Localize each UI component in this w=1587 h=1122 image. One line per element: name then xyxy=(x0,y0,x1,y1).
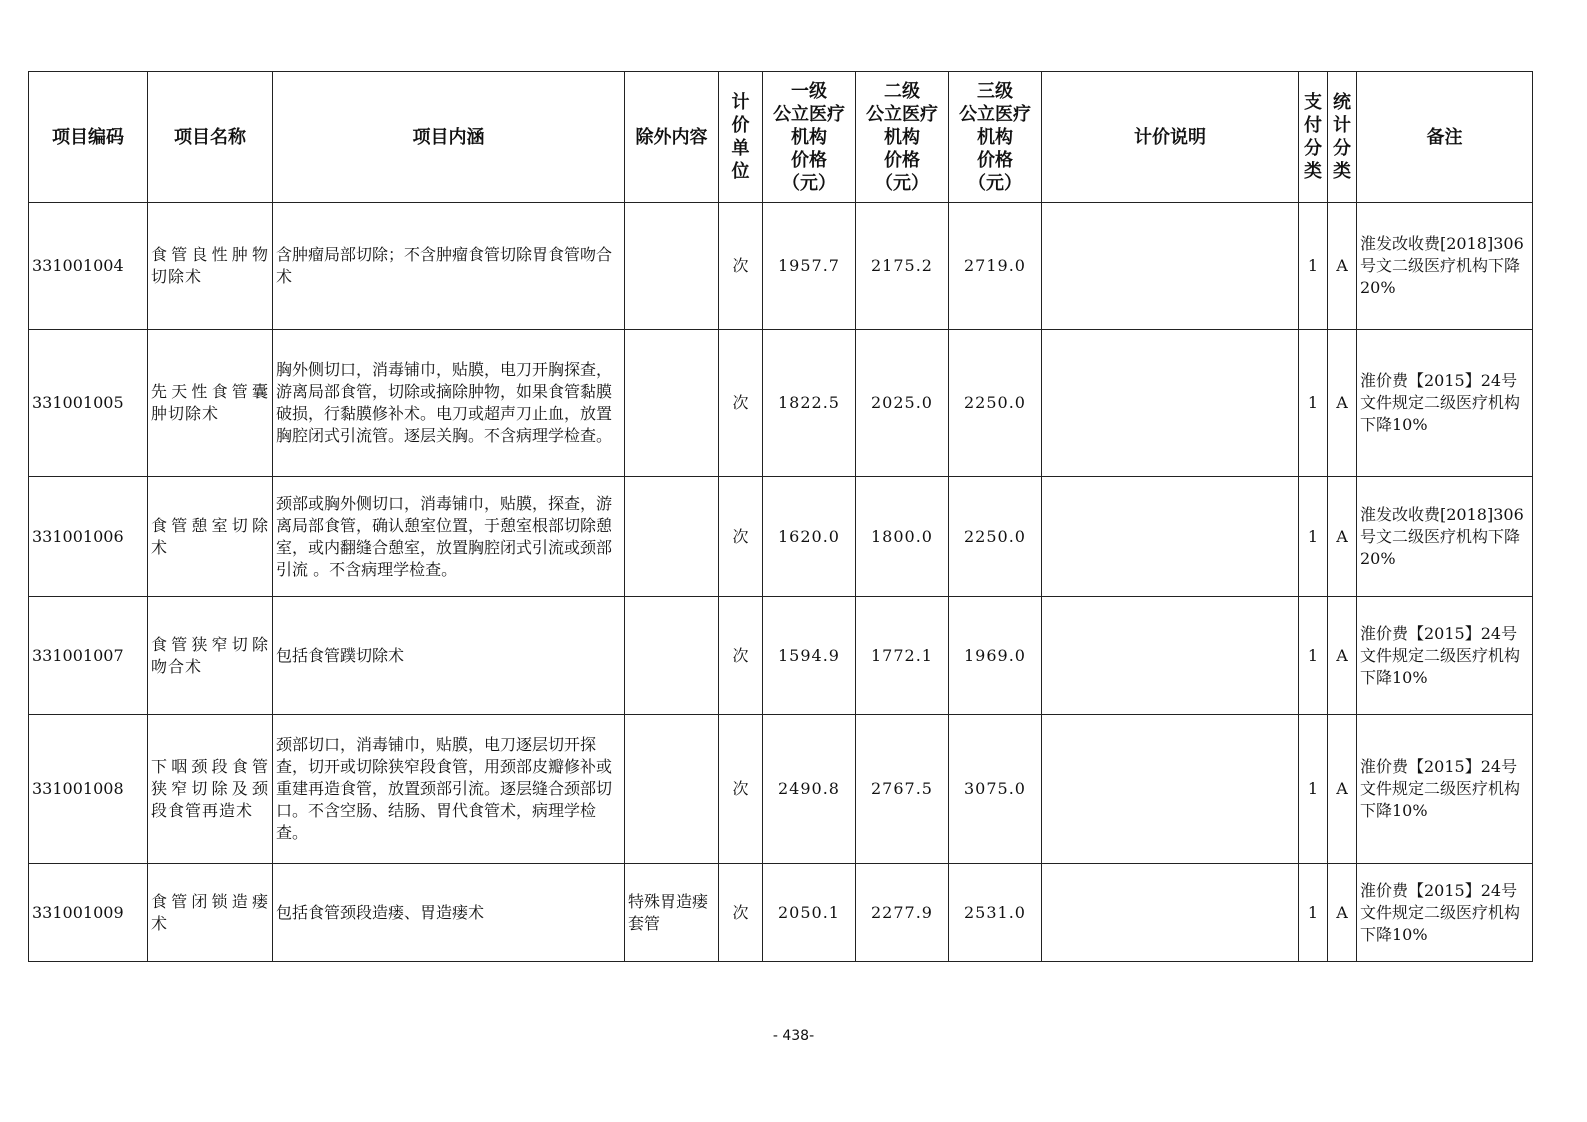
item-pricing-note xyxy=(1042,715,1299,864)
item-payment-class: 1 xyxy=(1299,715,1328,864)
item-price-level1: 2050.1 xyxy=(763,864,856,962)
item-price-level2: 2767.5 xyxy=(856,715,949,864)
item-code: 331001008 xyxy=(29,715,148,864)
item-name: 食管狭窄切除吻合术 xyxy=(148,597,273,715)
item-content: 胸外侧切口，消毒铺巾，贴膜，电刀开胸探查，游离局部食管，切除或摘除肿物，如果食管黏膜破损，行黏膜修补术。电刀或超声刀止血，放置胸腔闭式引流管。逐层关胸。不含病理学检查。 xyxy=(273,330,625,477)
item-code: 331001009 xyxy=(29,864,148,962)
item-name: 下咽颈段食管狭窄切除及颈段食管再造术 xyxy=(148,715,273,864)
item-price-level3: 2250.0 xyxy=(949,477,1042,597)
item-stat-class: A xyxy=(1328,330,1357,477)
item-name: 先天性食管囊肿切除术 xyxy=(148,330,273,477)
item-name: 食管憩室切除术 xyxy=(148,477,273,597)
item-price-level2: 1800.0 xyxy=(856,477,949,597)
table-header xyxy=(29,72,1533,203)
item-remarks: 淮价费【2015】24号文件规定二级医疗机构下降10% xyxy=(1357,864,1533,962)
item-payment-class: 1 xyxy=(1299,597,1328,715)
header-name: 项目名称 xyxy=(148,72,273,203)
table-row xyxy=(29,330,1533,477)
item-stat-class: A xyxy=(1328,477,1357,597)
item-price-level3: 2531.0 xyxy=(949,864,1042,962)
item-price-level1: 1822.5 xyxy=(763,330,856,477)
header-excluded: 除外内容 xyxy=(625,72,719,203)
item-excluded xyxy=(625,330,719,477)
header-price-level1: 一级 公立医疗 机构 价格 （元） xyxy=(763,72,856,203)
item-payment-class: 1 xyxy=(1299,477,1328,597)
item-code: 331001004 xyxy=(29,203,148,330)
item-pricing-note xyxy=(1042,864,1299,962)
item-remarks: 淮发改收费[2018]306号文二级医疗机构下降20% xyxy=(1357,477,1533,597)
item-price-level2: 2277.9 xyxy=(856,864,949,962)
item-unit: 次 xyxy=(719,477,763,597)
item-stat-class: A xyxy=(1328,203,1357,330)
item-excluded: 特殊胃造瘘套管 xyxy=(625,864,719,962)
item-unit: 次 xyxy=(719,330,763,477)
item-code: 331001005 xyxy=(29,330,148,477)
item-price-level3: 1969.0 xyxy=(949,597,1042,715)
header-price-level2: 二级 公立医疗 机构 价格 （元） xyxy=(856,72,949,203)
item-code: 331001007 xyxy=(29,597,148,715)
item-content: 包括食管蹼切除术 xyxy=(273,597,625,715)
item-payment-class: 1 xyxy=(1299,203,1328,330)
item-content: 含肿瘤局部切除；不含肿瘤食管切除胃食管吻合术 xyxy=(273,203,625,330)
item-pricing-note xyxy=(1042,330,1299,477)
item-unit: 次 xyxy=(719,715,763,864)
header-code: 项目编码 xyxy=(29,72,148,203)
item-excluded xyxy=(625,203,719,330)
item-remarks: 淮价费【2015】24号文件规定二级医疗机构下降10% xyxy=(1357,597,1533,715)
item-price-level1: 2490.8 xyxy=(763,715,856,864)
item-remarks: 淮价费【2015】24号文件规定二级医疗机构下降10% xyxy=(1357,715,1533,864)
header-pricing-note: 计价说明 xyxy=(1042,72,1299,203)
price-table xyxy=(28,71,1533,962)
item-price-level2: 2175.2 xyxy=(856,203,949,330)
item-unit: 次 xyxy=(719,203,763,330)
item-price-level1: 1620.0 xyxy=(763,477,856,597)
item-price-level1: 1957.7 xyxy=(763,203,856,330)
item-remarks: 淮发改收费[2018]306号文二级医疗机构下降20% xyxy=(1357,203,1533,330)
item-code: 331001006 xyxy=(29,477,148,597)
item-excluded xyxy=(625,597,719,715)
item-name: 食管良性肿物切除术 xyxy=(148,203,273,330)
item-excluded xyxy=(625,477,719,597)
header-remarks: 备注 xyxy=(1357,72,1533,203)
item-unit: 次 xyxy=(719,864,763,962)
item-price-level3: 3075.0 xyxy=(949,715,1042,864)
item-price-level2: 1772.1 xyxy=(856,597,949,715)
table-row xyxy=(29,715,1533,864)
table-body xyxy=(29,203,1533,962)
item-remarks: 淮价费【2015】24号文件规定二级医疗机构下降10% xyxy=(1357,330,1533,477)
header-stat-class: 统 计 分 类 xyxy=(1328,72,1357,203)
item-stat-class: A xyxy=(1328,715,1357,864)
header-payment-class: 支 付 分 类 xyxy=(1299,72,1328,203)
item-pricing-note xyxy=(1042,477,1299,597)
table-row xyxy=(29,203,1533,330)
item-excluded xyxy=(625,715,719,864)
table-row xyxy=(29,864,1533,962)
item-content: 颈部或胸外侧切口，消毒铺巾，贴膜，探查，游离局部食管，确认憩室位置，于憩室根部切除憩室，或内翻缝合憩室，放置胸腔闭式引流或颈部引流 。不含病理学检查。 xyxy=(273,477,625,597)
item-price-level3: 2719.0 xyxy=(949,203,1042,330)
item-payment-class: 1 xyxy=(1299,330,1328,477)
item-name: 食管闭锁造瘘术 xyxy=(148,864,273,962)
header-price-level3: 三级 公立医疗 机构 价格 （元） xyxy=(949,72,1042,203)
header-row xyxy=(29,72,1533,203)
item-price-level1: 1594.9 xyxy=(763,597,856,715)
page-number: - 438- xyxy=(772,1028,815,1044)
item-payment-class: 1 xyxy=(1299,864,1328,962)
item-stat-class: A xyxy=(1328,864,1357,962)
table-row xyxy=(29,477,1533,597)
item-price-level3: 2250.0 xyxy=(949,330,1042,477)
item-content: 包括食管颈段造瘘、胃造瘘术 xyxy=(273,864,625,962)
item-unit: 次 xyxy=(719,597,763,715)
table-row xyxy=(29,597,1533,715)
header-content: 项目内涵 xyxy=(273,72,625,203)
item-price-level2: 2025.0 xyxy=(856,330,949,477)
item-stat-class: A xyxy=(1328,597,1357,715)
item-pricing-note xyxy=(1042,597,1299,715)
header-unit: 计 价 单 位 xyxy=(719,72,763,203)
item-pricing-note xyxy=(1042,203,1299,330)
item-content: 颈部切口，消毒铺巾，贴膜，电刀逐层切开探查，切开或切除狭窄段食管，用颈部皮瓣修补或重建再造食管，放置颈部引流。逐层缝合颈部切口。不含空肠、结肠、胃代食管术，病理学检查。 xyxy=(273,715,625,864)
